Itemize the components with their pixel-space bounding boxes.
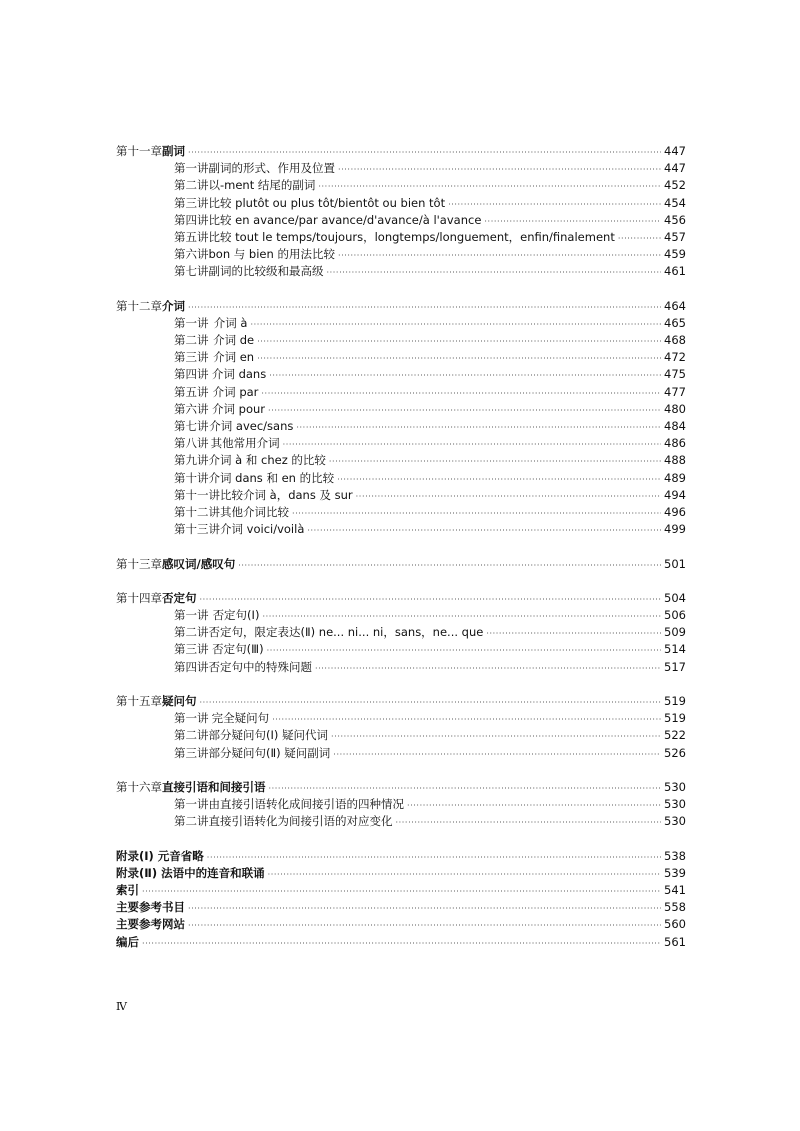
dot-leader xyxy=(142,935,661,952)
lesson-entry-number: 第十二讲 xyxy=(174,504,220,519)
dot-leader xyxy=(200,694,662,711)
lesson-entry-page: 452 xyxy=(664,178,686,193)
lesson-entry[interactable] xyxy=(116,349,686,366)
appendix-entry[interactable] xyxy=(116,882,686,899)
table-of-contents xyxy=(116,143,686,951)
lesson-entry[interactable] xyxy=(116,401,686,418)
dot-leader xyxy=(257,333,661,350)
lesson-entry-title: 介词 en xyxy=(213,350,255,365)
chapter-entry-title: 疑问句 xyxy=(162,694,197,708)
appendix-entry-title: 编后 xyxy=(116,934,139,949)
lesson-entry-title: 否定句，限定表达(Ⅱ) ne... ni... ni，sans，ne... que xyxy=(208,625,484,640)
lesson-entry[interactable] xyxy=(116,504,686,521)
lesson-entry-title: 副词的比较级和最高级 xyxy=(208,264,324,279)
dot-leader xyxy=(329,453,661,470)
appendix-entry-title: 索引 xyxy=(116,883,139,898)
lesson-entry-title: 其他介词比较 xyxy=(220,504,289,519)
dot-leader xyxy=(207,849,661,866)
dot-leader xyxy=(269,367,661,384)
lesson-entry-page: 514 xyxy=(664,642,686,657)
dot-leader xyxy=(618,230,661,247)
section-gap xyxy=(116,831,686,848)
lesson-entry-page: 530 xyxy=(664,797,686,812)
lesson-entry-title: 介词 par xyxy=(212,384,259,399)
dot-leader xyxy=(327,264,662,281)
chapter-entry-number: 第十三章 xyxy=(116,556,162,571)
dot-leader xyxy=(337,471,661,488)
lesson-entry-title: 由直接引语转化成间接引语的四种情况 xyxy=(208,797,404,812)
dot-leader xyxy=(484,213,661,230)
chapter-entry[interactable] xyxy=(116,590,686,607)
lesson-entry[interactable] xyxy=(116,710,686,727)
lesson-entry[interactable] xyxy=(116,229,686,246)
lesson-entry-number: 第六讲 xyxy=(174,247,209,262)
lesson-entry-number: 第九讲 xyxy=(174,453,209,468)
lesson-entry[interactable] xyxy=(116,796,686,813)
chapter-entry-number: 第十四章 xyxy=(116,590,162,605)
chapter-entry-title: 感叹词/感叹句 xyxy=(162,556,236,571)
dot-leader xyxy=(268,402,661,419)
lesson-entry-number: 第一讲 xyxy=(174,797,209,812)
lesson-entry-number: 第十讲 xyxy=(174,470,209,485)
lesson-entry[interactable] xyxy=(116,452,686,469)
appendix-entry-page: 558 xyxy=(664,900,686,915)
lesson-entry-page: 480 xyxy=(664,401,686,416)
chapter-entry[interactable] xyxy=(116,298,686,315)
lesson-entry[interactable] xyxy=(116,470,686,487)
appendix-entry-title: 主要参考书目 xyxy=(116,900,185,915)
appendix-entry-title: 附录(Ⅰ) 元音省略 xyxy=(116,848,204,863)
lesson-entry-number: 第二讲 xyxy=(174,728,209,743)
appendix-entry[interactable] xyxy=(116,916,686,933)
dot-leader xyxy=(238,557,661,574)
lesson-entry-page: 526 xyxy=(664,745,686,760)
lesson-entry[interactable] xyxy=(116,624,686,641)
lesson-entry-title: 比较 plutôt ou plus tôt/bientôt ou bien tôt xyxy=(208,195,446,210)
dot-leader xyxy=(268,866,661,883)
lesson-entry-page: 506 xyxy=(664,608,686,623)
lesson-entry-page: 530 xyxy=(664,814,686,829)
dot-leader xyxy=(338,247,661,264)
lesson-entry-title: 完全疑问句 xyxy=(211,711,270,726)
appendix-entry-page: 561 xyxy=(664,934,686,949)
lesson-entry-title: 比较介词 à，dans 及 sur xyxy=(220,487,353,502)
lesson-entry-page: 509 xyxy=(664,625,686,640)
lesson-entry-title: 否定句(Ⅲ) xyxy=(212,642,264,657)
appendix-entry[interactable] xyxy=(116,934,686,951)
lesson-entry[interactable] xyxy=(116,177,686,194)
lesson-entry-page: 488 xyxy=(664,453,686,468)
lesson-entry-page: 484 xyxy=(664,419,686,433)
appendix-entry-title: 附录(Ⅱ) 法语中的连音和联诵 xyxy=(116,865,265,880)
chapter-entry-number: 第十六章 xyxy=(116,779,162,794)
dot-leader xyxy=(486,625,661,642)
lesson-entry[interactable] xyxy=(116,246,686,263)
appendix-entry-page: 541 xyxy=(664,883,686,898)
lesson-entry-number: 第三讲 xyxy=(174,745,209,760)
dot-leader xyxy=(188,299,661,316)
appendix-entry[interactable] xyxy=(116,865,686,882)
dot-leader xyxy=(407,797,661,814)
dot-leader xyxy=(269,780,662,797)
chapter-entry-title: 介词 xyxy=(162,298,185,313)
lesson-entry-page: 494 xyxy=(664,487,686,502)
dot-leader xyxy=(272,711,661,728)
dot-leader xyxy=(200,591,662,608)
dot-leader xyxy=(315,660,661,677)
lesson-entry-page: 517 xyxy=(664,659,686,674)
chapter-entry-title: 直接引语和间接引语 xyxy=(162,779,266,794)
lesson-entry-number: 第二讲 xyxy=(174,814,209,829)
lesson-entry-title: 介词 voici/voilà xyxy=(220,522,305,537)
dot-leader xyxy=(188,917,661,934)
chapter-entry[interactable] xyxy=(116,143,686,160)
lesson-entry-number: 第二讲 xyxy=(174,178,209,193)
dot-leader xyxy=(188,900,661,917)
lesson-entry-title: 以-ment 结尾的副词 xyxy=(208,178,316,193)
lesson-entry-number: 第四讲 xyxy=(174,367,209,382)
lesson-entry-title: 直接引语转化为间接引语的对应变化 xyxy=(208,814,393,829)
lesson-entry-number: 第十三讲 xyxy=(174,522,220,537)
dot-leader xyxy=(396,814,662,831)
section-gap xyxy=(116,538,686,555)
lesson-entry-number: 第二讲 xyxy=(174,333,209,348)
lesson-entry-page: 461 xyxy=(664,264,686,279)
lesson-entry-page: 456 xyxy=(664,212,686,227)
lesson-entry-number: 第三讲 xyxy=(174,642,209,657)
lesson-entry[interactable] xyxy=(116,418,686,435)
dot-leader xyxy=(261,385,661,402)
section-gap xyxy=(116,676,686,693)
lesson-entry[interactable] xyxy=(116,813,686,830)
chapter-entry-number: 第十二章 xyxy=(116,298,162,313)
lesson-entry-page: 519 xyxy=(664,711,686,726)
lesson-entry[interactable] xyxy=(116,727,686,744)
chapter-entry[interactable] xyxy=(116,693,686,710)
chapter-entry-title: 副词 xyxy=(162,144,185,158)
lesson-entry-title: 介词 à xyxy=(213,315,248,330)
lesson-entry-page: 447 xyxy=(664,161,686,176)
lesson-entry-title: 介词 dans xyxy=(211,367,267,382)
lesson-entry-title: 副词的形式、作用及位置 xyxy=(208,161,335,176)
lesson-entry-title: 否定句(Ⅰ) xyxy=(212,608,260,623)
lesson-entry-number: 第四讲 xyxy=(174,659,209,674)
section-gap xyxy=(116,762,686,779)
dot-leader xyxy=(250,316,661,333)
lesson-entry-title: 比较 en avance/par avance/d'avance/à l'avance xyxy=(208,212,482,227)
lesson-entry-title: 部分疑问句(Ⅰ) 疑问代词 xyxy=(208,728,329,743)
chapter-entry-page: 447 xyxy=(664,144,686,158)
lesson-entry[interactable] xyxy=(116,607,686,624)
lesson-entry-page: 499 xyxy=(664,522,686,537)
lesson-entry-title: 介词 avec/sans xyxy=(209,419,294,433)
dot-leader xyxy=(307,522,661,539)
lesson-entry[interactable] xyxy=(116,487,686,504)
lesson-entry-title: 介词 de xyxy=(213,333,255,348)
section-gap xyxy=(116,573,686,590)
chapter-entry-page: 501 xyxy=(664,556,686,571)
lesson-entry[interactable] xyxy=(116,435,686,452)
dot-leader xyxy=(333,746,661,763)
lesson-entry-number: 第四讲 xyxy=(174,212,209,227)
appendix-entry-page: 539 xyxy=(664,865,686,880)
lesson-entry-number: 第五讲 xyxy=(174,229,209,244)
lesson-entry-number: 第十一讲 xyxy=(174,487,220,502)
lesson-entry-page: 459 xyxy=(664,247,686,262)
lesson-entry-number: 第七讲 xyxy=(174,264,209,279)
dot-leader xyxy=(356,488,661,505)
lesson-entry[interactable] xyxy=(116,195,686,212)
lesson-entry-number: 第三讲 xyxy=(174,350,209,365)
lesson-entry-page: 477 xyxy=(664,384,686,399)
appendix-entry-page: 560 xyxy=(664,917,686,932)
lesson-entry-title: 否定句中的特殊问题 xyxy=(208,659,312,674)
lesson-entry[interactable] xyxy=(116,659,686,676)
lesson-entry-page: 454 xyxy=(664,195,686,210)
chapter-entry-title: 否定句 xyxy=(162,590,197,605)
lesson-entry-page: 472 xyxy=(664,350,686,365)
lesson-entry-number: 第七讲 xyxy=(174,419,209,433)
lesson-entry[interactable] xyxy=(116,263,686,280)
dot-leader xyxy=(267,642,661,659)
appendix-entry-title: 主要参考网站 xyxy=(116,917,185,932)
lesson-entry-number: 第六讲 xyxy=(174,401,209,416)
lesson-entry[interactable] xyxy=(116,315,686,332)
lesson-entry-number: 第八讲 xyxy=(174,436,209,451)
dot-leader xyxy=(283,436,661,453)
page-number-roman: Ⅳ xyxy=(116,1000,127,1013)
lesson-entry-number: 第三讲 xyxy=(174,195,209,210)
lesson-entry-page: 457 xyxy=(664,229,686,244)
lesson-entry-number: 第一讲 xyxy=(174,711,209,726)
lesson-entry[interactable] xyxy=(116,384,686,401)
appendix-entry[interactable] xyxy=(116,848,686,865)
section-gap xyxy=(116,281,686,298)
appendix-entry-page: 538 xyxy=(664,848,686,863)
lesson-entry[interactable] xyxy=(116,521,686,538)
lesson-entry-page: 496 xyxy=(664,504,686,519)
lesson-entry[interactable] xyxy=(116,212,686,229)
dot-leader xyxy=(296,419,661,436)
lesson-entry-page: 486 xyxy=(664,436,686,451)
lesson-entry[interactable] xyxy=(116,641,686,658)
dot-leader xyxy=(448,196,661,213)
lesson-entry-title: 部分疑问句(Ⅱ) 疑问副词 xyxy=(208,745,331,760)
lesson-entry-page: 522 xyxy=(664,728,686,743)
lesson-entry[interactable] xyxy=(116,366,686,383)
dot-leader xyxy=(257,350,661,367)
lesson-entry-number: 第一讲 xyxy=(174,315,209,330)
lesson-entry-title: 比较 tout le temps/toujours，longtemps/longuement，enfin/finalement xyxy=(208,229,615,244)
dot-leader xyxy=(338,161,661,178)
chapter-entry-number: 第十一章 xyxy=(116,144,162,158)
lesson-entry-page: 465 xyxy=(664,315,686,330)
dot-leader xyxy=(292,505,661,522)
chapter-entry-number: 第十五章 xyxy=(116,694,162,708)
chapter-entry-page: 504 xyxy=(664,590,686,605)
lesson-entry-title: 介词 à 和 chez 的比较 xyxy=(208,453,326,468)
lesson-entry[interactable] xyxy=(116,160,686,177)
chapter-entry-page: 530 xyxy=(664,779,686,794)
lesson-entry[interactable] xyxy=(116,745,686,762)
chapter-entry-page: 519 xyxy=(664,694,686,708)
dot-leader xyxy=(188,144,661,161)
lesson-entry-number: 第五讲 xyxy=(174,384,209,399)
lesson-entry-number: 第一讲 xyxy=(174,161,209,176)
lesson-entry-title: 其他常用介词 xyxy=(210,436,280,451)
lesson-entry-page: 489 xyxy=(664,470,686,485)
lesson-entry-title: 介词 dans 和 en 的比较 xyxy=(208,470,335,485)
dot-leader xyxy=(142,883,661,900)
lesson-entry[interactable] xyxy=(116,332,686,349)
lesson-entry-title: bon 与 bien 的用法比较 xyxy=(208,247,335,262)
dot-leader xyxy=(318,178,661,195)
chapter-entry-page: 464 xyxy=(664,298,686,313)
lesson-entry-page: 475 xyxy=(664,367,686,382)
lesson-entry-number: 第一讲 xyxy=(174,608,209,623)
lesson-entry-page: 468 xyxy=(664,333,686,348)
dot-leader xyxy=(262,608,661,625)
lesson-entry-number: 第二讲 xyxy=(174,625,209,640)
dot-leader xyxy=(331,728,661,745)
chapter-entry[interactable] xyxy=(116,556,686,573)
chapter-entry[interactable] xyxy=(116,779,686,796)
appendix-entry[interactable] xyxy=(116,899,686,916)
lesson-entry-title: 介词 pour xyxy=(212,401,266,416)
